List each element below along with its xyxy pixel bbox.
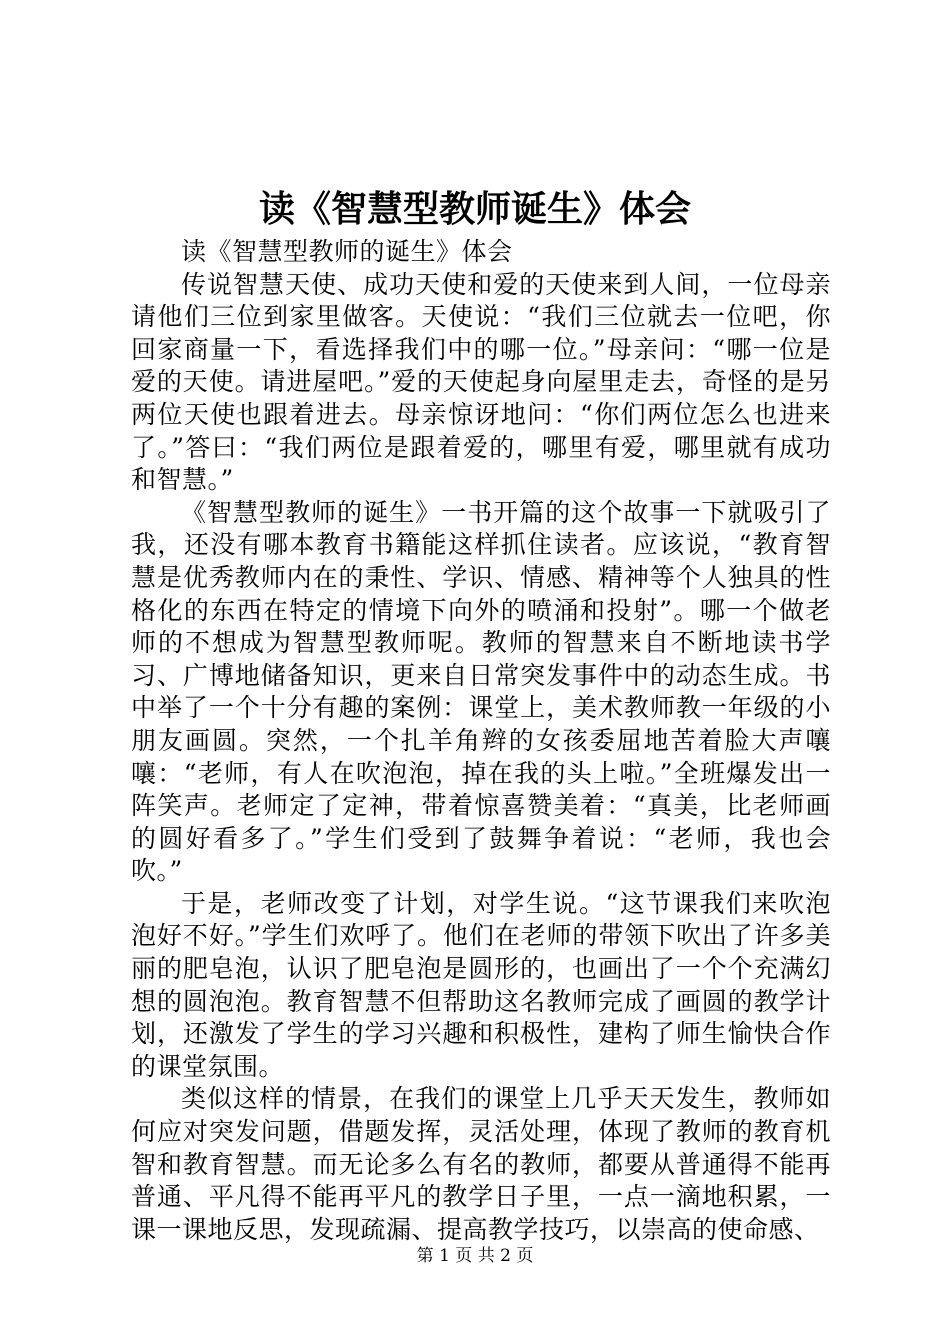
paragraph-book-case: 《智慧型教师的诞生》一书开篇的这个故事一下就吸引了我，还没有哪本教育书籍能这样抓住读者。应该说，“教育智慧是优秀教师内在的秉性、学识、情感、精神等个人独具的性格化的东西在特定的情境下向外的喷涌和投射”。哪一个做老师的不想成为智慧型教师呢。教师的智慧来自不断地读书学习、广博地储备知识，更来自日常突发事件中的动态生成。书中举了一个十分有趣的案例：课堂上，美术教师教一年级的小朋友画圆。突然，一个扎羊角辫的女孩委屈地苦着脸大声嚷嚷：“老师，有人在吹泡泡，掉在我的头上啦。”全班爆发出一阵笑声。老师定了定神，带着惊喜赞美着：“真美，比老师画的圆好看多了。”学生们受到了鼓舞争着说：“老师，我也会吹。” (131, 497, 831, 886)
document-body (131, 236, 831, 1246)
document-title: 读《智慧型教师诞生》体会 (258, 188, 691, 230)
page-footer: 第 1 页 共 2 页 (416, 1246, 534, 1266)
paragraph-bubble-lesson: 于是，老师改变了计划，对学生说。“这节课我们来吹泡泡好不好。”学生们欢呼了。他们在老师的带领下吹出了许多美丽的肥皂泡，认识了肥皂泡是圆形的，也画出了一个个充满幻想的圆泡泡。教育智慧不但帮助这名教师完成了画圆的教学计划，还激发了学生的学习兴趣和积极性，建构了师生愉快合作的课堂氛围。 (131, 888, 831, 1081)
paragraph-subtitle: 读《智慧型教师的诞生》体会 (181, 237, 513, 266)
paragraph-reflection: 类似这样的情景，在我们的课堂上几乎天天发生，教师如何应对突发问题，借题发挥，灵活处理，体现了教师的教育机智和教育智慧。而无论多么有名的教师，都要从普通得不能再普通、平凡得不能再平凡的教学日子里，一点一滴地积累，一课一课地反思，发现疏漏、提高教学技巧，以崇高的使命感、 (131, 1084, 831, 1244)
paragraph-angel-story: 传说智慧天使、成功天使和爱的天使来到人间，一位母亲请他们三位到家里做客。天使说：“我们三位就去一位吧，你回家商量一下，看选择我们中的哪一位。”母亲问：“哪一位是爱的天使。请进屋吧。”爱的天使起身向屋里走去，奇怪的是另两位天使也跟着进去。母亲惊讶地问：“你们两位怎么也进来了。”答曰：“我们两位是跟着爱的，哪里有爱，哪里就有成功和智慧。” (131, 269, 831, 495)
